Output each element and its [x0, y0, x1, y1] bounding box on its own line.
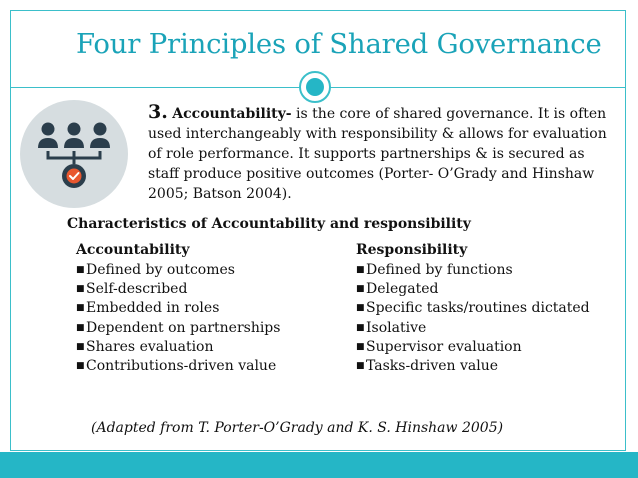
list-item: ■Embedded in roles: [76, 299, 336, 318]
principle-number: 3.: [148, 101, 168, 123]
square-bullet-icon: ■: [356, 322, 365, 333]
square-bullet-icon: ■: [76, 322, 85, 333]
accountability-list: [76, 261, 336, 376]
list-item: ■Self-described: [76, 280, 336, 299]
footer-bar: [0, 452, 638, 478]
square-bullet-icon: ■: [356, 341, 365, 352]
list-item: ■Dependent on partnerships: [76, 319, 336, 338]
principle-body: is the core of shared governance. It is often used interchangeably with responsibility & allows for evaluation of role performance. It supports partnerships & is secured as staff produce positive outcomes (Porter- O’Grady and Hinshaw 2005; Batson 2004).: [148, 106, 607, 202]
square-bullet-icon: ■: [356, 303, 365, 314]
principle-description: [148, 102, 618, 204]
list-item: ■Tasks-driven value: [356, 357, 626, 376]
list-item: ■Shares evaluation: [76, 338, 336, 357]
square-bullet-icon: ■: [76, 265, 85, 275]
list-item: ■Isolative: [356, 319, 626, 338]
square-bullet-icon: ■: [76, 361, 85, 372]
list-item: ■Contributions-driven value: [76, 357, 336, 376]
square-bullet-icon: ■: [76, 341, 85, 352]
characteristics-heading: Characteristics of Accountability and responsibility: [67, 216, 471, 232]
square-bullet-icon: ■: [356, 284, 365, 295]
slide-title: Four Principles of Shared Governance: [76, 28, 602, 60]
list-item: ■Defined by functions: [356, 261, 626, 280]
citation: (Adapted from T. Porter-O’Grady and K. S. Hinshaw 2005): [91, 420, 504, 436]
square-bullet-icon: ■: [356, 265, 365, 275]
list-item: ■Defined by outcomes: [76, 261, 336, 280]
square-bullet-icon: ■: [356, 361, 365, 372]
responsibility-column: [356, 241, 626, 376]
square-bullet-icon: ■: [76, 284, 85, 295]
list-item: ■Delegated: [356, 280, 626, 299]
responsibility-list: [356, 261, 626, 376]
ring-ornament-icon: [299, 71, 331, 103]
list-item: ■Specific tasks/routines dictated: [356, 299, 626, 318]
accountability-column: [76, 241, 336, 376]
team-hierarchy-check-icon: [18, 98, 130, 210]
responsibility-heading: Responsibility: [356, 242, 468, 258]
list-item: ■Supervisor evaluation: [356, 338, 626, 357]
ring-dot: [306, 78, 324, 96]
principle-term: Accountability-: [172, 106, 292, 122]
square-bullet-icon: ■: [76, 303, 85, 314]
accountability-heading: Accountability: [76, 242, 190, 258]
